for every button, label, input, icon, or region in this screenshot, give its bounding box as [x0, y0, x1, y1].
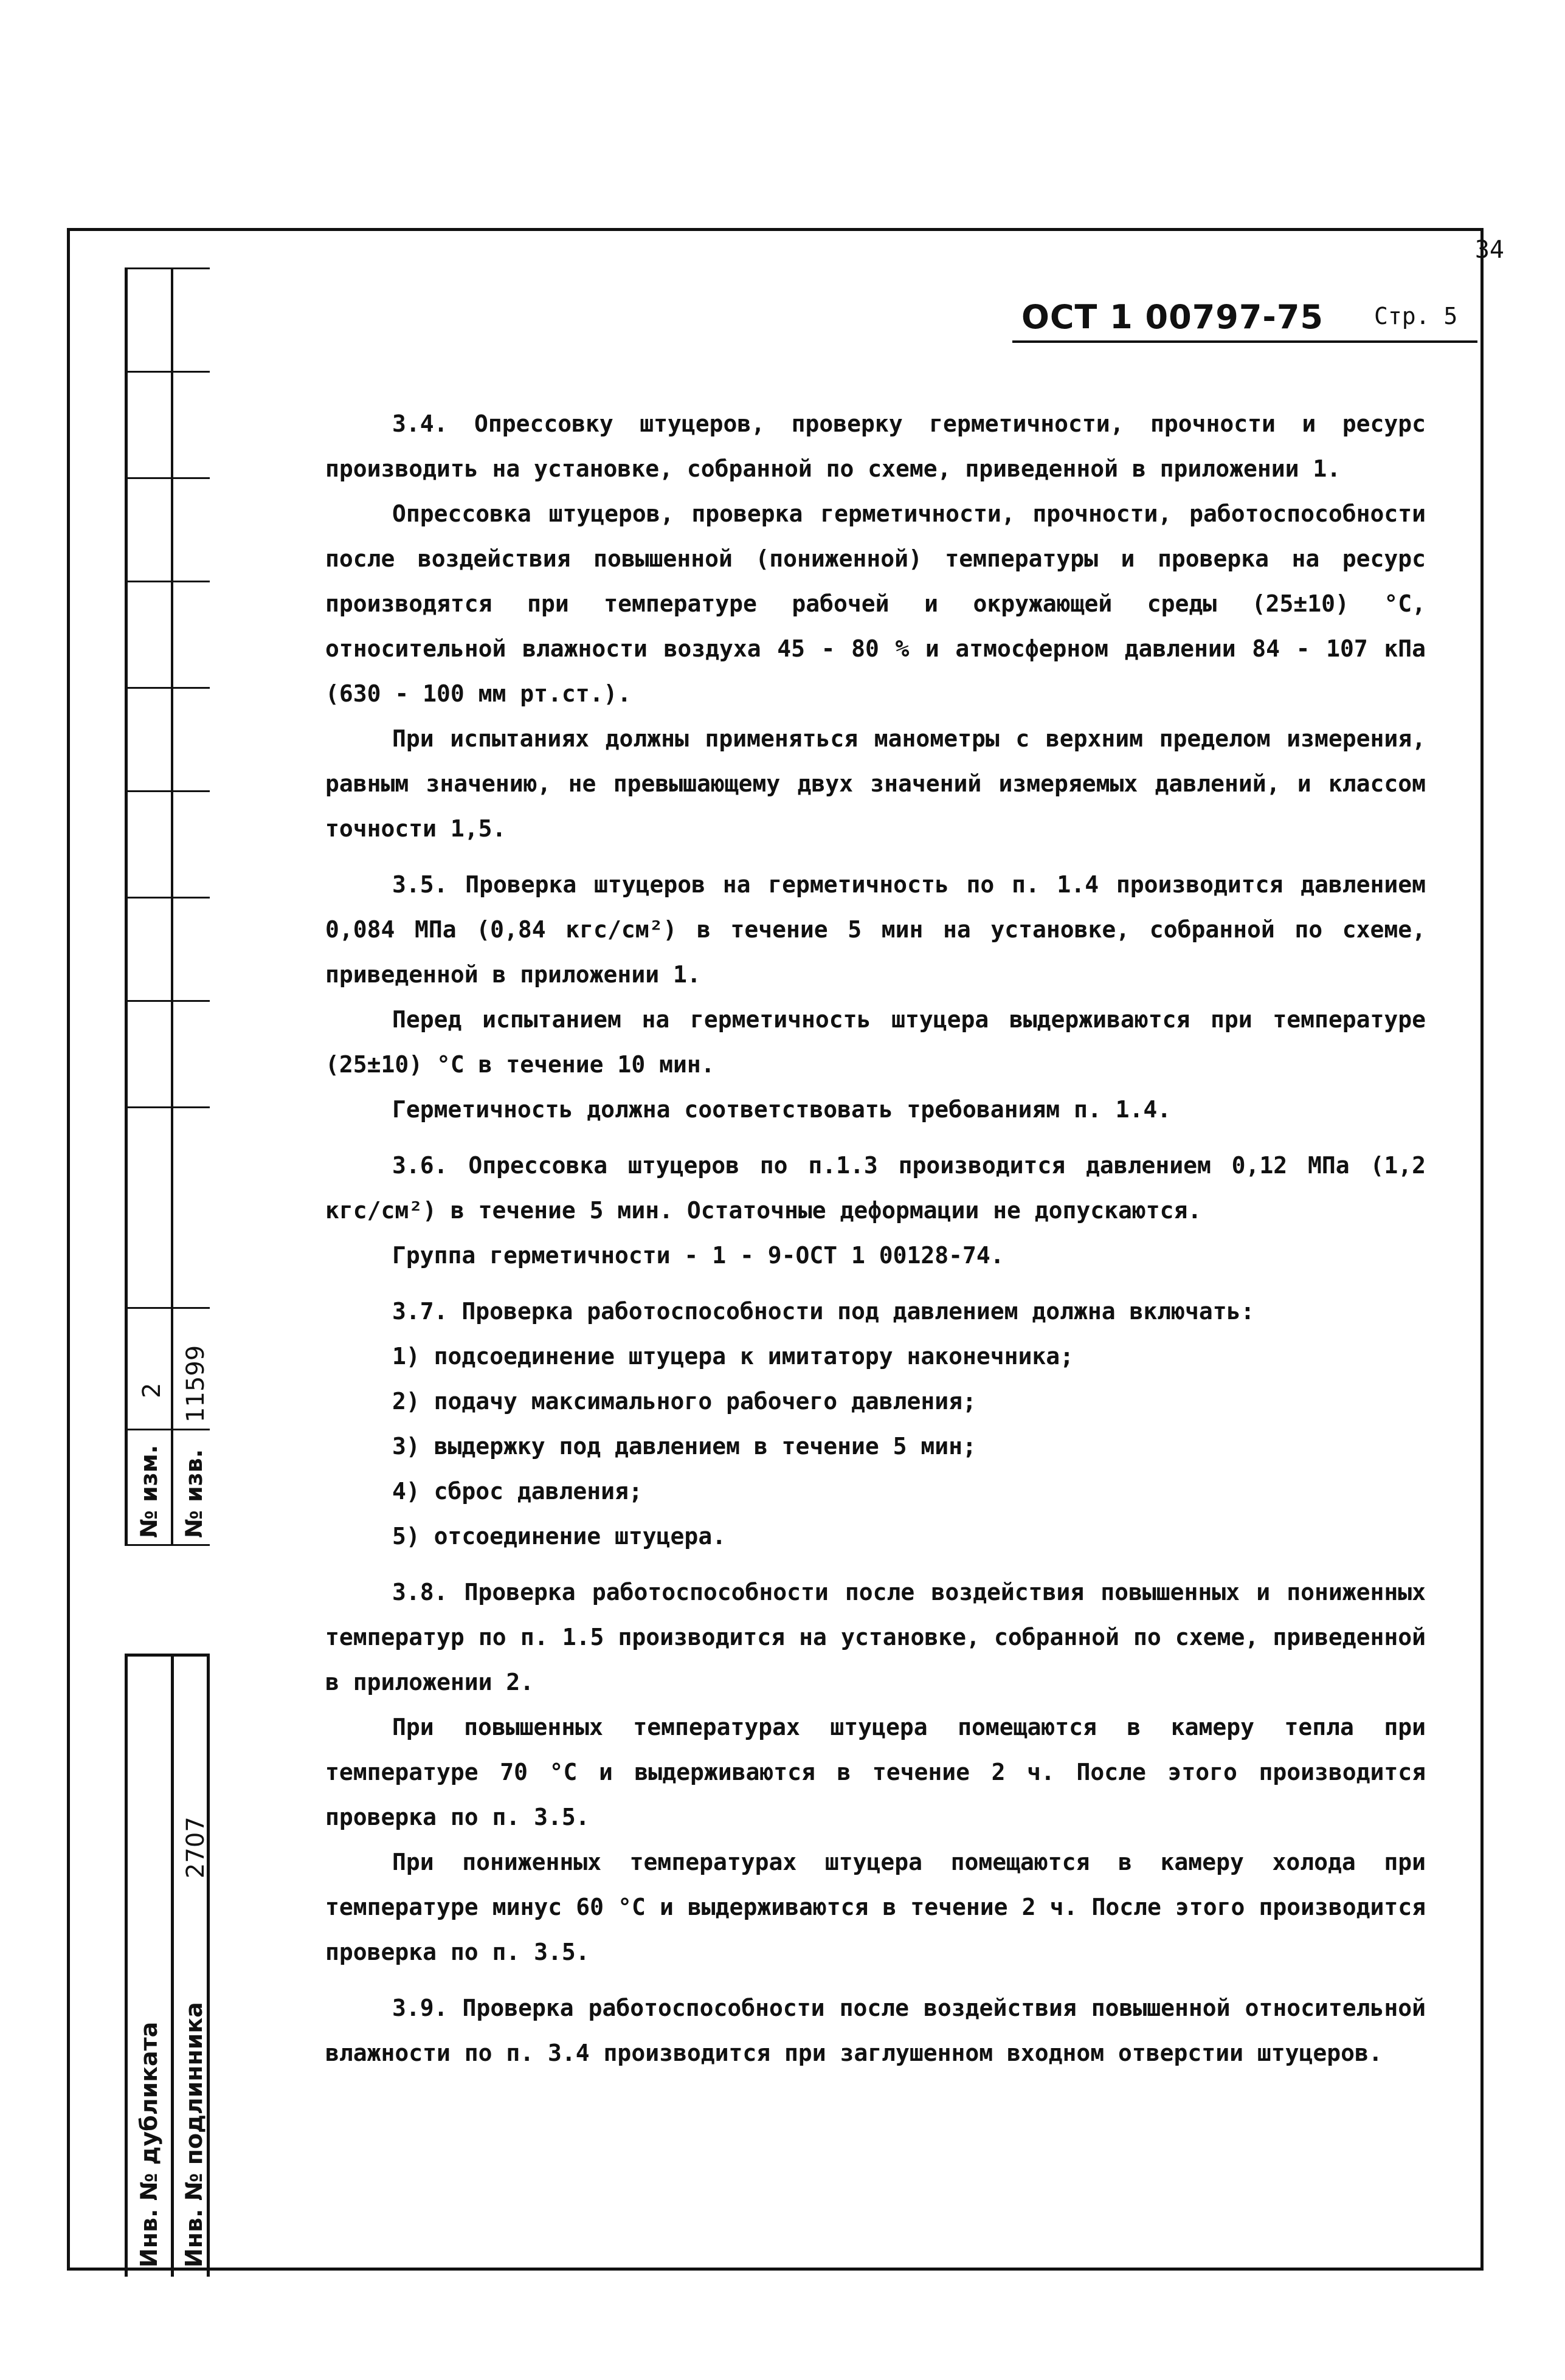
list-item: 5) отсоединение штуцера. — [392, 1523, 727, 1550]
paragraph-3-5: 3.5. Проверка штуцеров на герметичность по п. 1.4 производится давлением 0,084 МПа (0,84 кгс/см²) в течение 5 мин на установке, собранной по схеме, приведенной в приложении 1. — [325, 871, 1426, 988]
paragraph-3-4-manometers: При испытаниях должны применяться манометры с верхним пределом измерения, равным значению, не превышающему двух значений измеряемых давлений, и классом точности 1,5. — [325, 725, 1426, 842]
sheet-number: 34 — [1474, 236, 1504, 264]
original-inventory-label: Инв. № подлинника — [181, 2002, 207, 2268]
duplicate-inventory-label: Инв. № дубликата — [136, 2021, 162, 2268]
paragraph-3-4-conditions: Опрессовка штуцеров, проверка герметичности, прочности, работоспособности после воздействия повышенной (пониженной) температуры и проверка на ресурс производятся при температуре рабочей и окружающей среды (25±10) °С, относительной влажности воздуха 45 - 80 % и атмосферном давлении 84 - 107 кПа (630 - 100 мм рт.ст.). — [325, 500, 1426, 707]
list-item: 1) подсоединение штуцера к имитатору наконечника; — [392, 1343, 1074, 1370]
change-no-label: № изм. — [136, 1444, 162, 1538]
paragraph-3-8-heat: При повышенных температурах штуцера помещаются в камеру тепла при температуре 70 °С и выдерживаются в течение 2 ч. После этого производится проверка по п. 3.5. — [325, 1714, 1426, 1830]
inventory-column — [125, 1654, 210, 2277]
original-inventory-value: 2707 — [182, 1816, 210, 1878]
paragraph-3-6-group: Группа герметичности - 1 - 9-ОСТ 1 00128-74. — [392, 1242, 1004, 1269]
paragraph-3-4: 3.4. Опрессовку штуцеров, проверку герметичности, прочности и ресурс производить на установке, собранной по схеме, приведенной в приложении 1. — [325, 410, 1426, 482]
page-number: Стр. 5 — [1374, 303, 1458, 329]
notice-no-label: № изв. — [181, 1449, 207, 1538]
list-item: 3) выдержку под давлением в течение 5 мин; — [392, 1433, 976, 1460]
paragraph-3-5-requirement: Герметичность должна соответствовать требованиям п. 1.4. — [392, 1096, 1172, 1123]
change-no-value: 2 — [138, 1382, 166, 1398]
document-body — [325, 401, 1426, 2075]
page-header — [1021, 298, 1471, 340]
document-code: ОСТ 1 00797-75 — [1021, 298, 1324, 336]
paragraph-3-6: 3.6. Опрессовка штуцеров по п.1.3 производится давлением 0,12 МПа (1,2 кгс/см²) в течение 5 мин. Остаточные деформации не допускаются. — [325, 1152, 1426, 1224]
header-rule — [1012, 340, 1477, 343]
paragraph-3-7: 3.7. Проверка работоспособности под давлением должна включать: — [392, 1298, 1255, 1325]
paragraph-3-5-preconditioning: Перед испытанием на герметичность штуцера выдерживаются при температуре (25±10) °С в течение 10 мин. — [325, 1006, 1426, 1078]
paragraph-3-8-cold: При пониженных температурах штуцера помещаются в камеру холода при температуре минус 60 °С и выдерживаются в течение 2 ч. После этого производится проверка по п. 3.5. — [325, 1849, 1426, 1965]
paragraph-3-8: 3.8. Проверка работоспособности после воздействия повышенных и пониженных температур по п. 1.5 производится на установке, собранной по схеме, приведенной в приложении 2. — [325, 1579, 1426, 1695]
list-item: 4) сброс давления; — [392, 1478, 643, 1505]
notice-no-value: 11599 — [182, 1345, 210, 1423]
list-item: 2) подачу максимального рабочего давления; — [392, 1388, 976, 1415]
paragraph-3-9: 3.9. Проверка работоспособности после воздействия повышенной относительной влажности по п. 3.4 производится при заглушенном входном отверстии штуцеров. — [325, 1995, 1426, 2066]
